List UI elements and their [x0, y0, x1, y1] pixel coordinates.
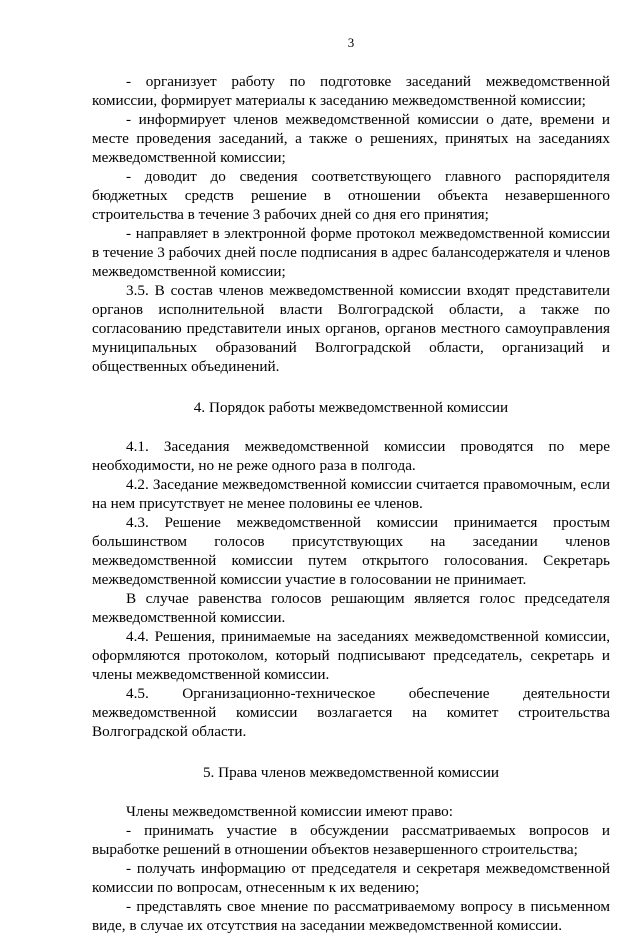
paragraph: 4.1. Заседания межведомственной комиссии проводятся по мере необходимости, но не реже одного раза в полгода.: [92, 438, 610, 474]
paragraph: В случае равенства голосов решающим является голос председателя межведомственной комиссии.: [92, 590, 610, 626]
section-4-body: [92, 437, 610, 741]
paragraph: 4.4. Решения, принимаемые на заседаниях межведомственной комиссии, оформляются протоколом, который подписывают председатель, секретарь и члены межведомственной комиссии.: [92, 628, 610, 683]
paragraph: 4.5. Организационно-техническое обеспечение деятельности межведомственной комиссии возлагается на комитет строительства Волгоградской области.: [92, 685, 610, 740]
section-5-body: [92, 802, 610, 935]
paragraph: Члены межведомственной комиссии имеют право:: [126, 803, 453, 820]
page-number: 3: [347, 35, 355, 50]
section-5-heading: 5. Права членов межведомственной комиссии: [202, 764, 500, 781]
paragraph: - доводит до сведения соответствующего главного распорядителя бюджетных средств решение в отношении объекта незавершенного строительства в течение 3 рабочих дней со дня его принятия;: [92, 168, 610, 223]
paragraph: 4.3. Решение межведомственной комиссии принимается простым большинством голосов присутствующих на заседании членов межведомственной комиссии путем открытого голосования. Секретарь межведомственной комиссии участие в голосовании не принимает.: [92, 514, 610, 588]
paragraph: - информирует членов межведомственной комиссии о дате, времени и месте проведения заседаний, а также о решениях, принятых на заседаниях межведомственной комиссии;: [92, 111, 610, 166]
paragraph: - принимать участие в обсуждении рассматриваемых вопросов и выработке решений в отношении объектов незавершенного строительства;: [92, 822, 610, 858]
paragraph: - организует работу по подготовке заседаний межведомственной комиссии, формирует материалы к заседанию межведомственной комиссии;: [92, 73, 610, 109]
section-3-continuation: [92, 72, 610, 376]
paragraph: 4.2. Заседание межведомственной комиссии считается правомочным, если на нем присутствует не менее половины ее членов.: [92, 476, 610, 512]
paragraph: - направляет в электронной форме протокол межведомственной комиссии в течение 3 рабочих дней после подписания в адрес балансодержателя и членов межведомственной комиссии;: [92, 225, 610, 280]
section-4-heading: 4. Порядок работы межведомственной комиссии: [193, 399, 509, 416]
paragraph: - получать информацию от председателя и секретаря межведомственной комиссии по вопросам, отнесенным к их ведению;: [92, 860, 610, 896]
paragraph: 3.5. В состав членов межведомственной комиссии входят представители органов исполнительной власти Волгоградской области, а также по согласованию представители иных органов, органов местного самоуправления муниципальных образований Волгоградской области, организаций и общественных объединений.: [92, 282, 610, 375]
paragraph: - представлять свое мнение по рассматриваемому вопросу в письменном виде, в случае их отсутствия на заседании межведомственной комиссии.: [92, 898, 610, 934]
document-page: [92, 34, 610, 935]
